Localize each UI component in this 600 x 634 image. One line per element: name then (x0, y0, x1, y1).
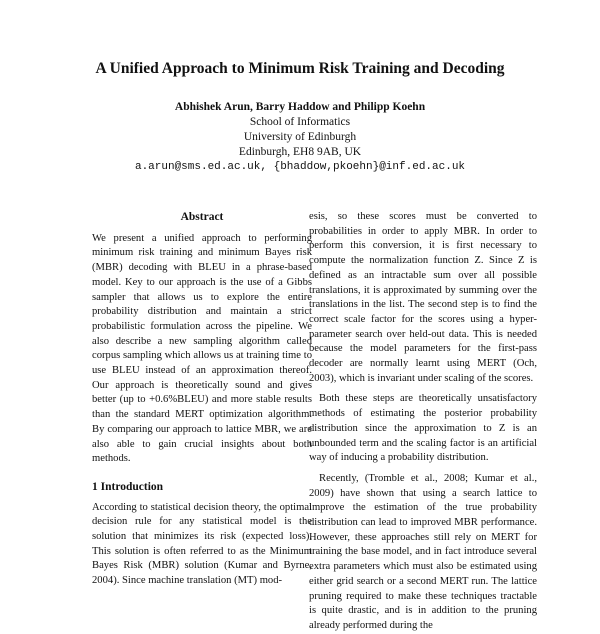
abstract-text: We present a unified approach to performing minimum risk training and minimum Bayes risk (MBR) decoding with BLEU in a phrase-based model. Key to our approach is the use of a Gibbs sampler that allows us to explore the entire probability distribution and maintain a strict probabilistic formulation across the pipeline. We also describe a new sampling algorithm called corpus sampling which allows us at training time to use BLEU instead of an approximation thereof. Our approach is theoretically sound and gives better (up to +0.6%BLEU) and more stable results than the standard MERT optimization algorithm. By comparing our approach to lattice MBR, we are also able to gain crucial insights about both methods. (92, 232, 312, 465)
body-paragraph: esis, so these scores must be converted to probabilities in order to apply MBR. In order to perform this conversion, it is first necessary to compute the normalization function Z. Since Z is defined as an intractable sum over all possible translations, it is approximated by summing over the translations in the list. The second step is to find the correct scale factor for the scores using a hyper-parameter search over held-out data. This is needed because the model parameters for the first-pass decoder are normally learnt using MERT (Och, 2003), which is invariant under scaling of the scores. (309, 211, 537, 384)
affiliation-line: University of Edinburgh (243, 131, 357, 143)
section-heading-introduction: 1 Introduction (92, 480, 164, 493)
body-paragraph: Both these steps are theoretically unsatisfactory methods of estimating the posterior probability distribution since the approximation to Z is an unbounded term and the scaling factor is an artificial way of inducing a probability distribution. (309, 393, 537, 464)
author-emails: a.arun@sms.ed.ac.uk, {bhaddow,pkoehn}@inf.ed.ac.uk (134, 161, 466, 173)
affiliation-line: School of Informatics (249, 116, 351, 128)
author-block (0, 100, 600, 175)
affiliation-line: Edinburgh, EH8 9AB, UK (238, 146, 362, 158)
introduction-paragraph: According to statistical decision theory, the optimal decision rule for any statistical model is the solution that minimizes its risk (expected loss). This solution is often referred to as the Minimum Bayes Risk (MBR) solution (Kumar and Byrne, 2004). Since machine translation (MT) mod- (92, 501, 312, 587)
body-paragraph: Recently, (Tromble et al., 2008; Kumar et al., 2009) have shown that using a search lattice to improve the estimation of the true probability distribution can lead to improved MBR performance. However, these approaches still rely on MERT for training the base model, and in fact introduce several extra parameters which must also be estimated using either grid search or a second MERT run. The lattice pruning required to make these techniques tractable is quite drastic, and is in addition to the pruning already performed during the (309, 472, 537, 631)
right-column (309, 210, 537, 634)
left-column (92, 210, 312, 589)
paper-title: A Unified Approach to Minimum Risk Training and Decoding (95, 60, 505, 77)
author-names: Abhishek Arun, Barry Haddow and Philipp Koehn (174, 101, 426, 113)
abstract-heading: Abstract (180, 211, 224, 223)
